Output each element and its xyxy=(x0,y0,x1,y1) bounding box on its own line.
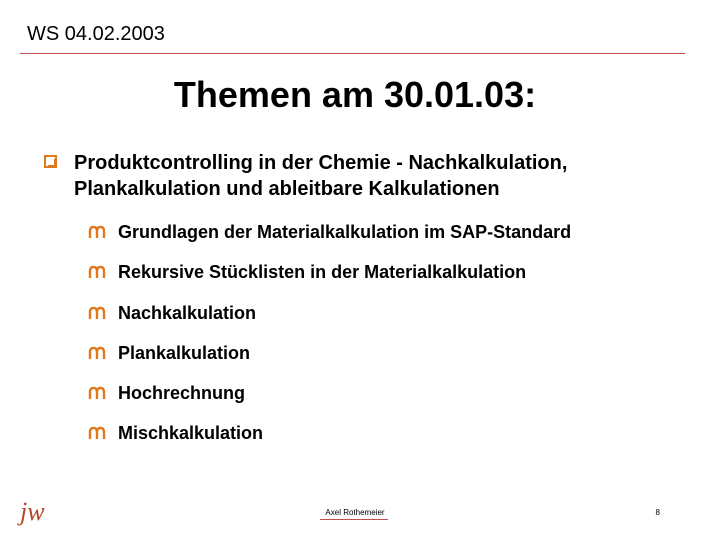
sub-bullet-label: Rekursive Stücklisten in der Materialkalkulation xyxy=(118,262,527,283)
sub-bullet-label: Nachkalkulation xyxy=(118,302,257,323)
m-bullet-icon xyxy=(88,346,106,360)
m-bullet-icon xyxy=(88,225,106,239)
footer-author-underline xyxy=(320,519,388,520)
m-bullet-icon xyxy=(88,426,106,440)
sub-bullet-item xyxy=(88,383,688,423)
m-bullet-icon xyxy=(88,386,106,400)
main-bullet xyxy=(44,150,684,202)
m-bullet-icon xyxy=(88,306,106,320)
page-number: 8 xyxy=(655,508,660,517)
sub-bullet-label: Mischkalkulation xyxy=(118,423,264,444)
sub-bullet-item xyxy=(88,262,688,302)
footer-logo: jw xyxy=(20,497,45,526)
m-bullet-icon xyxy=(88,265,106,279)
sub-bullet-list xyxy=(88,222,688,464)
header-title: WS 04.02.2003 xyxy=(27,23,165,45)
sub-bullet-item xyxy=(88,423,688,463)
sub-bullet-item xyxy=(88,222,688,262)
sub-bullet-item xyxy=(88,303,688,343)
header-divider xyxy=(20,53,685,54)
slide-title: Themen am 30.01.03: xyxy=(173,74,537,115)
main-bullet-text: Produktcontrolling in der Chemie - Nachkalkulation, Plankalkulation und ableitbare Kalkulationen xyxy=(74,152,568,200)
square-bullet-icon xyxy=(44,155,57,168)
sub-bullet-label: Plankalkulation xyxy=(118,342,251,363)
sub-bullet-label: Hochrechnung xyxy=(118,383,246,404)
sub-bullet-label: Grundlagen der Materialkalkulation im SAP-Standard xyxy=(118,222,572,242)
footer-author: Axel Rothemeier xyxy=(325,508,385,517)
sub-bullet-item xyxy=(88,343,688,383)
